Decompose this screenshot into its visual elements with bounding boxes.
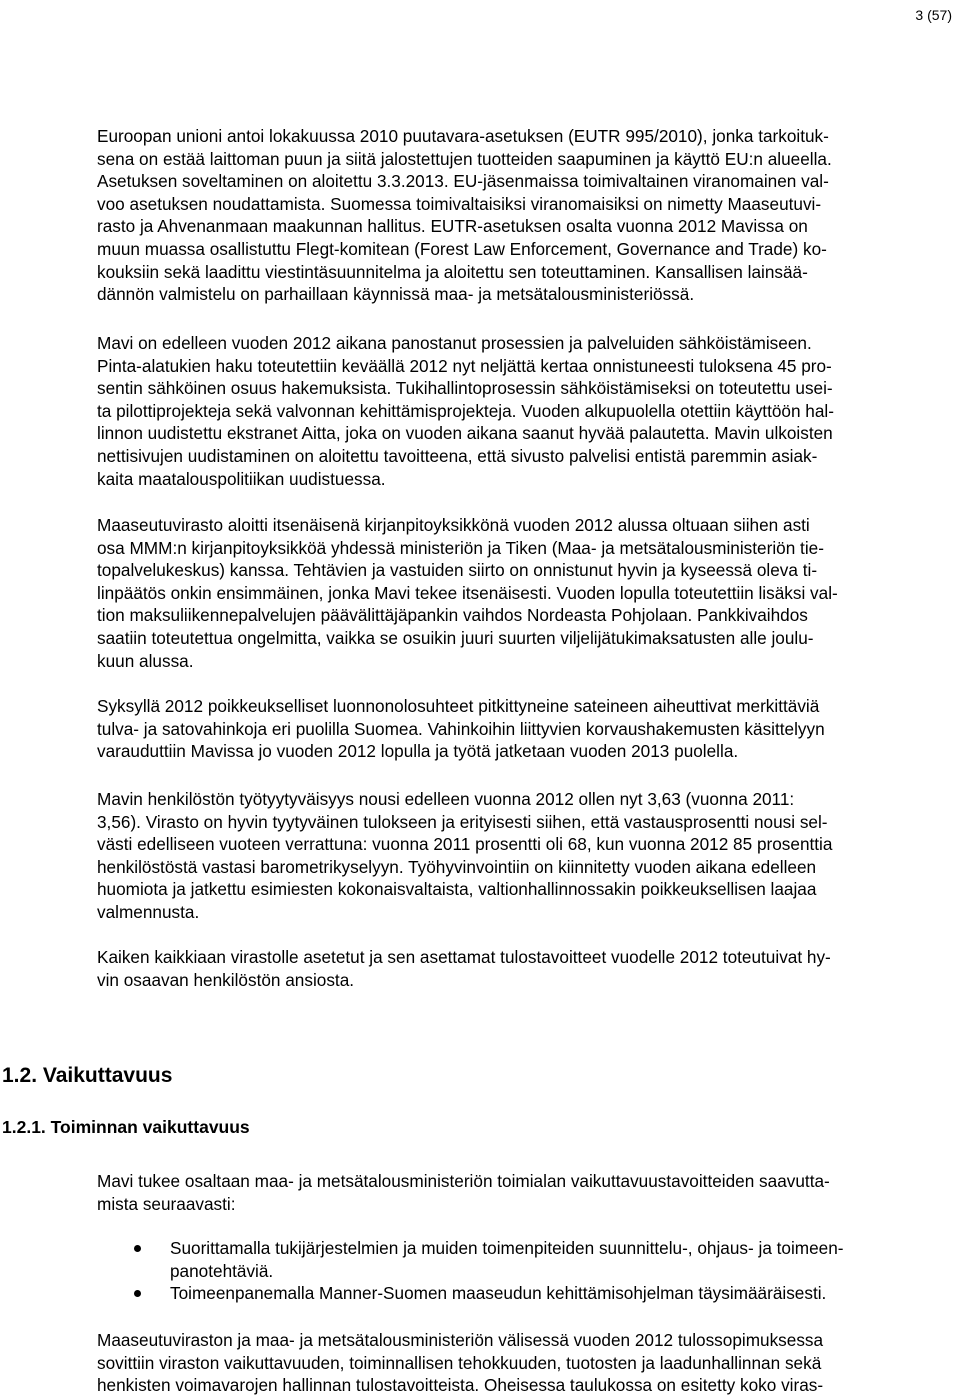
text-line: panotehtäviä. (170, 1260, 274, 1281)
text-line: valmennusta. (97, 901, 200, 922)
text-line: varauduttiin Mavissa jo vuoden 2012 lopulla ja työtä jatketaan vuoden 2013 puolella. (97, 741, 739, 762)
text-line: muun muassa osallistuttu Flegt-komitean (Forest Law Enforcement, Governance and Trade) ko- (97, 238, 827, 259)
text-line: Toimeenpanemalla Manner-Suomen maaseudun kehittämisohjelman täysimääräisesti. (170, 1283, 827, 1304)
text-line: Maaseutuvirasto aloitti itsenäisenä kirjanpitoyksikkönä vuoden 2012 alussa oltuaan siihen asti (97, 515, 810, 535)
text-line: Asetuksen soveltaminen on aloitettu 3.3.2013. EU-jäsenmaissa toimivaltainen viranomainen val- (97, 171, 829, 192)
text-line: Suorittamalla tukijärjestelmien ja muiden toimenpiteiden suunnittelu-, ohjaus- ja toimeen- (170, 1238, 844, 1258)
text-line: sovittiin viraston vaikuttavuuden, toiminnallisen tehokkuuden, tuotosten ja laadunhallinnan sekä (97, 1352, 822, 1373)
paragraph-weather (97, 695, 947, 763)
paragraph-accounting (97, 514, 947, 672)
subsection-heading: 1.2.1. Toiminnan vaikuttavuus (2, 1117, 250, 1137)
text-line: voo asetuksen noudattamista. Suomessa toimivaltaisiksi viranomaisiksi on nimetty Maaseutuvi- (97, 193, 822, 214)
paragraph-agreement (97, 1329, 947, 1397)
text-line: sentin sähköinen osuus hakemuksista. Tukihallintoprosessin sähköistämiseksi on toteutettu usei- (97, 378, 833, 399)
text-line: vin osaavan henkilöstön ansiosta. (97, 969, 355, 990)
bullet-list (97, 1237, 947, 1305)
text-line: Kaiken kaikkiaan virastolle asetetut ja sen asettamat tulostavoitteet vuodelle 2012 toteutuivat hy- (97, 947, 831, 967)
text-line: tulva- ja satovahinkoja eri puolilla Suomea. Vahinkoihin liittyvien korvaushakemusten käsittelyyn (97, 718, 825, 739)
paragraph-digitalization (97, 332, 947, 490)
text-line: västi edelliseen vuoteen verrattuna: vuonna 2011 prosentti oli 68, kun vuonna 2012 85 prosenttia (97, 834, 833, 855)
text-line: kaita maatalouspolitiikan uudistuessa. (97, 468, 386, 489)
text-line: Euroopan unioni antoi lokakuussa 2010 puutavara-asetuksen (EUTR 995/2010), jonka tarkoituk- (97, 126, 829, 146)
text-line: sena on estää laittoman puun ja siitä jalostettujen tuotteiden saapuminen ja käyttö EU:n alueella. (97, 148, 832, 169)
text-line: Mavi on edelleen vuoden 2012 aikana panostanut prosessien ja palveluiden sähköistämiseen. (97, 333, 812, 353)
paragraph-summary (97, 946, 947, 991)
text-line: Syksyllä 2012 poikkeukselliset luonnonolosuhteet pitkittyneine sateineen aiheuttivat merkittäviä (97, 696, 820, 716)
paragraph-intro (97, 1170, 947, 1215)
bullet-icon (134, 1245, 141, 1252)
paragraph-personnel (97, 788, 947, 924)
text-line: 3,56). Virasto on hyvin tyytyväinen tulokseen ja erityisesti siihen, että vastausprosentti nousi sel- (97, 811, 828, 832)
text-line: rasto ja Ahvenanmaan maakunnan hallitus. EUTR-asetuksen osalta vuonna 2012 Mavissa on (97, 216, 808, 237)
text-line: topalvelukeskus) kanssa. Tehtävien ja vastuiden siirto on onnistunut hyvin ja kyseessä oleva ti- (97, 560, 818, 581)
text-line: huomiota ja jatkettu esimiesten kokonaisvaltaista, valtionhallinnossakin poikkeuksellisen laajaa (97, 879, 817, 900)
text-line: Pinta-alatukien haku toteutettiin keväällä 2012 nyt neljättä kertaa onnistuneesti tuloksena 45 pro- (97, 355, 832, 376)
text-line: nettisivujen uudistaminen on aloitettu tavoitteena, että sivusto palvelisi entistä paremmin asiak- (97, 445, 818, 466)
text-line: tion maksuliikennepalvelujen päävälittäjäpankin vaihdos Nordeasta Pohjolaan. Pankkivaihdos (97, 605, 808, 626)
text-line: Maaseutuviraston ja maa- ja metsätalousministeriön välisessä vuoden 2012 tulossopimuksessa (97, 1330, 824, 1350)
text-line: dännön valmistelu on parhaillaan käynnissä maa- ja metsätalousministeriössä. (97, 284, 695, 305)
page-number: 3 (57) (915, 7, 952, 23)
text-line: linpäätös onkin ensimmäinen, jonka Mavi tekee itsenäisesti. Vuoden lopulla toteutettiin lisäksi val- (97, 582, 838, 603)
text-line: kouksiin sekä laadittu viestintäsuunnitelma ja aloitettu sen toteuttaminen. Kansallisen lainsää- (97, 261, 808, 282)
text-line: henkisten voimavarojen hallinnan tulostavoitteista. Oheisessa taulukossa on esitetty koko viras- (97, 1375, 824, 1396)
text-line: mista seuraavasti: (97, 1193, 236, 1214)
text-line: linnon uudistettu ekstranet Aitta, joka on vuoden aikana saanut hyvää palautetta. Mavin ulkoisten (97, 423, 833, 444)
list-item (97, 1237, 947, 1282)
section-heading: 1.2. Vaikuttavuus (2, 1064, 173, 1087)
text-line: saatiin toteutettua ongelmitta, vaikka se osuikin juuri suurten viljelijätukimaksatusten alle joulu- (97, 627, 814, 648)
text-line: ta pilottiprojekteja sekä valvonnan kehittämisprojekteja. Vuoden alkupuolella otettiin käyttöön hal- (97, 400, 834, 421)
paragraph-eutr (97, 125, 947, 306)
bullet-icon (134, 1290, 141, 1297)
text-line: osa MMM:n kirjanpitoyksikköä yhdessä ministeriön ja Tiken (Maa- ja metsätalousministeriön tie- (97, 537, 824, 558)
text-line: kuun alussa. (97, 650, 194, 671)
list-item (97, 1282, 947, 1305)
text-line: Mavin henkilöstön työtyytyväisyys nousi edelleen vuonna 2012 ollen nyt 3,63 (vuonna 2011: (97, 789, 795, 809)
text-line: Mavi tukee osaltaan maa- ja metsätalousministeriön toimialan vaikuttavuustavoitteiden saavutta- (97, 1171, 830, 1191)
text-line: henkilöstöstä vastasi barometrikyselyyn. Työhyvinvointiin on kiinnitetty vuoden aikana edelleen (97, 856, 817, 877)
